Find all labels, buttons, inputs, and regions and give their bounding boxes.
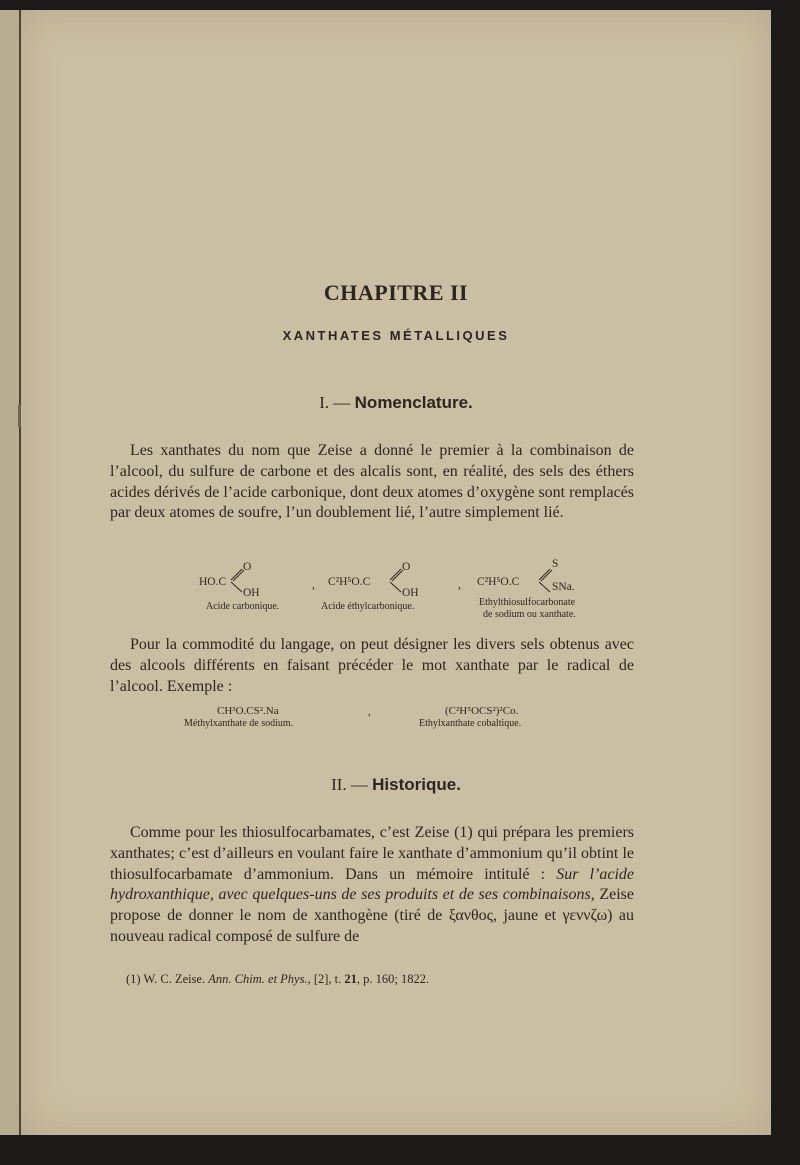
- formula-3-top: S: [552, 558, 559, 570]
- section-heading-nomenclature: [21, 393, 771, 413]
- formula-ethylxanthate-cobalt: (C²H⁵OCS²)²Co.: [445, 705, 519, 717]
- section-number: I. —: [319, 393, 351, 412]
- chapter-title: CHAPITRE II: [323, 280, 469, 305]
- formula-1-top: O: [243, 561, 252, 573]
- formula-3-prefix: C²H⁵O.C: [477, 576, 520, 588]
- separator: ,: [368, 706, 371, 718]
- formula-3-bottom: SNa.: [552, 581, 575, 593]
- section-title: Historique.: [372, 775, 461, 794]
- paragraph-historique: [110, 823, 634, 948]
- section-number: II. —: [331, 775, 368, 794]
- formula-3-label: Ethylthiosulfocarbonate: [479, 597, 576, 608]
- formula-2-bottom: OH: [402, 587, 419, 599]
- section-heading-historique: [21, 775, 771, 795]
- formula-methylxanthate: CH³O.CS².Na: [217, 705, 279, 717]
- paragraph-designation: Pour la commodité du langage, on peut désigner les divers sels obtenus avec des alcools différents en faisant précéder le mot xanthate par le radical de l’alcool. Exemple :: [110, 636, 634, 695]
- historique-text-1: Comme pour les thiosulfocarbamates, c’est Zeise (1) qui prépara les premiers xanthates; c’est d’ailleurs en voulant faire le xanthate d’ammonium qu’il obtint le thiosulfocarbamate d’ammonium. Dans un mémoire intitulé :: [110, 824, 634, 883]
- formula-2-top: O: [402, 561, 411, 573]
- separator: ,: [312, 577, 315, 591]
- structural-formulas: [171, 545, 631, 625]
- label-methylxanthate: Méthylxanthate de sodium.: [184, 718, 294, 729]
- footnote-mark: (1): [126, 972, 141, 986]
- formula-1-label: Acide carbonique.: [206, 601, 280, 612]
- footnote-journal: Ann. Chim. et Phys.: [208, 972, 308, 986]
- book-page: [21, 10, 771, 1135]
- formula-2-prefix: C²H⁵O.C: [328, 576, 371, 588]
- footnote: [126, 972, 429, 987]
- footnote-volume: 21: [344, 972, 357, 986]
- formula-1-bottom: OH: [243, 587, 260, 599]
- historique-text-2: , Zeise propose de donner le nom de xanthogène (tiré de ξανθος, jaune et γεννζω) au nouveau radical composé de sulfure de: [110, 886, 634, 945]
- footnote-series: , [2], t.: [307, 972, 342, 986]
- formula-1-prefix: HO.C: [199, 576, 227, 588]
- left-page-edge: [0, 10, 21, 1135]
- chapter-subtitle: XANTHATES MÉTALLIQUES: [282, 328, 510, 343]
- paragraph-nomenclature: Les xanthates du nom que Zeise a donné le premier à la combinaison de l’alcool, du sulfure de carbone et des alcalis sont, en réalité, des sels des éthers acides dérivés de l’acide carbonique, dont deux atomes d’oxygène sont remplacés par deux atomes de soufre, l’un doublement lié, l’autre simplement lié.: [110, 442, 634, 522]
- formula-3-label-line2: de sodium ou xanthate.: [483, 609, 576, 620]
- footnote-author: W. C. Zeise.: [143, 972, 206, 986]
- section-title: Nomenclature.: [354, 393, 473, 412]
- separator: ,: [458, 577, 461, 591]
- formula-2-label: Acide éthylcarbonique.: [321, 601, 415, 612]
- memoir-title: Sur l’acide hydroxanthique, avec quelques-uns de ses produits et de ses combinaisons: [110, 865, 634, 904]
- label-ethylxanthate-cobalt: Ethylxanthate cobaltique.: [419, 718, 522, 729]
- footnote-rest: , p. 160; 1822.: [356, 972, 430, 986]
